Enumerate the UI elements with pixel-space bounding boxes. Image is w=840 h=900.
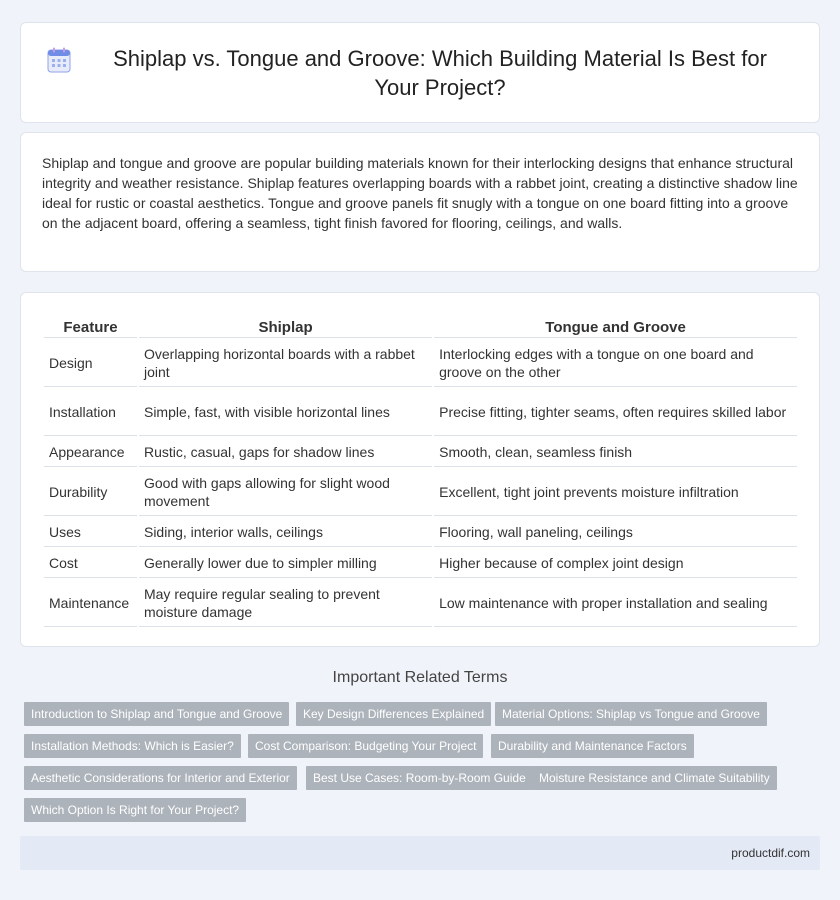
tongue-and-groove-cell: Higher because of complex joint design bbox=[434, 549, 797, 578]
tongue-and-groove-cell: Interlocking edges with a tongue on one board and groove on the other bbox=[434, 340, 797, 387]
table-row bbox=[44, 340, 797, 387]
feature-cell: Design bbox=[44, 340, 137, 387]
table-row bbox=[44, 518, 797, 547]
footer bbox=[20, 836, 820, 870]
comparison-table-card bbox=[20, 292, 820, 647]
feature-cell: Installation bbox=[44, 389, 137, 436]
feature-cell: Durability bbox=[44, 469, 137, 516]
related-term-tag[interactable]: Best Use Cases: Room-by-Room Guide bbox=[306, 766, 533, 790]
column-header-feature: Feature bbox=[44, 318, 137, 338]
related-terms-heading: Important Related Terms bbox=[332, 669, 508, 686]
related-term-tag[interactable]: Introduction to Shiplap and Tongue and Groove bbox=[24, 702, 289, 726]
feature-cell: Appearance bbox=[44, 438, 137, 467]
feature-cell: Cost bbox=[44, 549, 137, 578]
related-term-tag[interactable]: Cost Comparison: Budgeting Your Project bbox=[248, 734, 483, 758]
tongue-and-groove-cell: Precise fitting, tighter seams, often requires skilled labor bbox=[434, 389, 797, 436]
footer-site-name[interactable]: productdif.com bbox=[731, 846, 810, 860]
feature-cell: Uses bbox=[44, 518, 137, 547]
tongue-and-groove-cell: Excellent, tight joint prevents moisture infiltration bbox=[434, 469, 797, 516]
shiplap-cell: Generally lower due to simpler milling bbox=[139, 549, 432, 578]
related-term-tag[interactable]: Moisture Resistance and Climate Suitability bbox=[532, 766, 777, 790]
shiplap-cell: Good with gaps allowing for slight wood movement bbox=[139, 469, 432, 516]
related-term-tag[interactable]: Material Options: Shiplap vs Tongue and Groove bbox=[495, 702, 767, 726]
table-row bbox=[44, 469, 797, 516]
shiplap-cell: Rustic, casual, gaps for shadow lines bbox=[139, 438, 432, 467]
column-header-tongue-and-groove: Tongue and Groove bbox=[434, 318, 797, 338]
feature-cell: Maintenance bbox=[44, 580, 137, 627]
shiplap-cell: Siding, interior walls, ceilings bbox=[139, 518, 432, 547]
related-term-tag[interactable]: Installation Methods: Which is Easier? bbox=[24, 734, 241, 758]
shiplap-cell: Simple, fast, with visible horizontal lines bbox=[139, 389, 432, 436]
related-term-tag[interactable]: Durability and Maintenance Factors bbox=[491, 734, 694, 758]
table-row bbox=[44, 389, 797, 436]
related-term-tag[interactable]: Key Design Differences Explained bbox=[296, 702, 491, 726]
intro-card bbox=[20, 132, 820, 272]
shiplap-cell: May require regular sealing to prevent moisture damage bbox=[139, 580, 432, 627]
header-card bbox=[20, 22, 820, 123]
related-term-tag[interactable]: Which Option Is Right for Your Project? bbox=[24, 798, 246, 822]
page-title: Shiplap vs. Tongue and Groove: Which Building Material Is Best for Your Project? bbox=[113, 45, 767, 100]
tongue-and-groove-cell: Flooring, wall paneling, ceilings bbox=[434, 518, 797, 547]
table-row bbox=[44, 580, 797, 627]
tongue-and-groove-cell: Smooth, clean, seamless finish bbox=[434, 438, 797, 467]
column-header-shiplap: Shiplap bbox=[139, 318, 432, 338]
related-term-tag[interactable]: Aesthetic Considerations for Interior and Exterior bbox=[24, 766, 297, 790]
intro-paragraph: Shiplap and tongue and groove are popular building materials known for their interlocking designs that enhance structural integrity and weather resistance. Shiplap features overlapping boards with a rabbet joint, creating a distinctive shadow line ideal for rustic or coastal aesthetics. Tongue and groove panels fit snugly with a tongue on one board fitting into a groove on the adjacent board, offering a seamless, tight finish favored for flooring, ceilings, and walls. bbox=[42, 155, 798, 231]
tongue-and-groove-cell: Low maintenance with proper installation and sealing bbox=[434, 580, 797, 627]
table-row bbox=[44, 438, 797, 467]
comparison-table bbox=[42, 316, 799, 629]
table-row bbox=[44, 549, 797, 578]
shiplap-cell: Overlapping horizontal boards with a rabbet joint bbox=[139, 340, 432, 387]
